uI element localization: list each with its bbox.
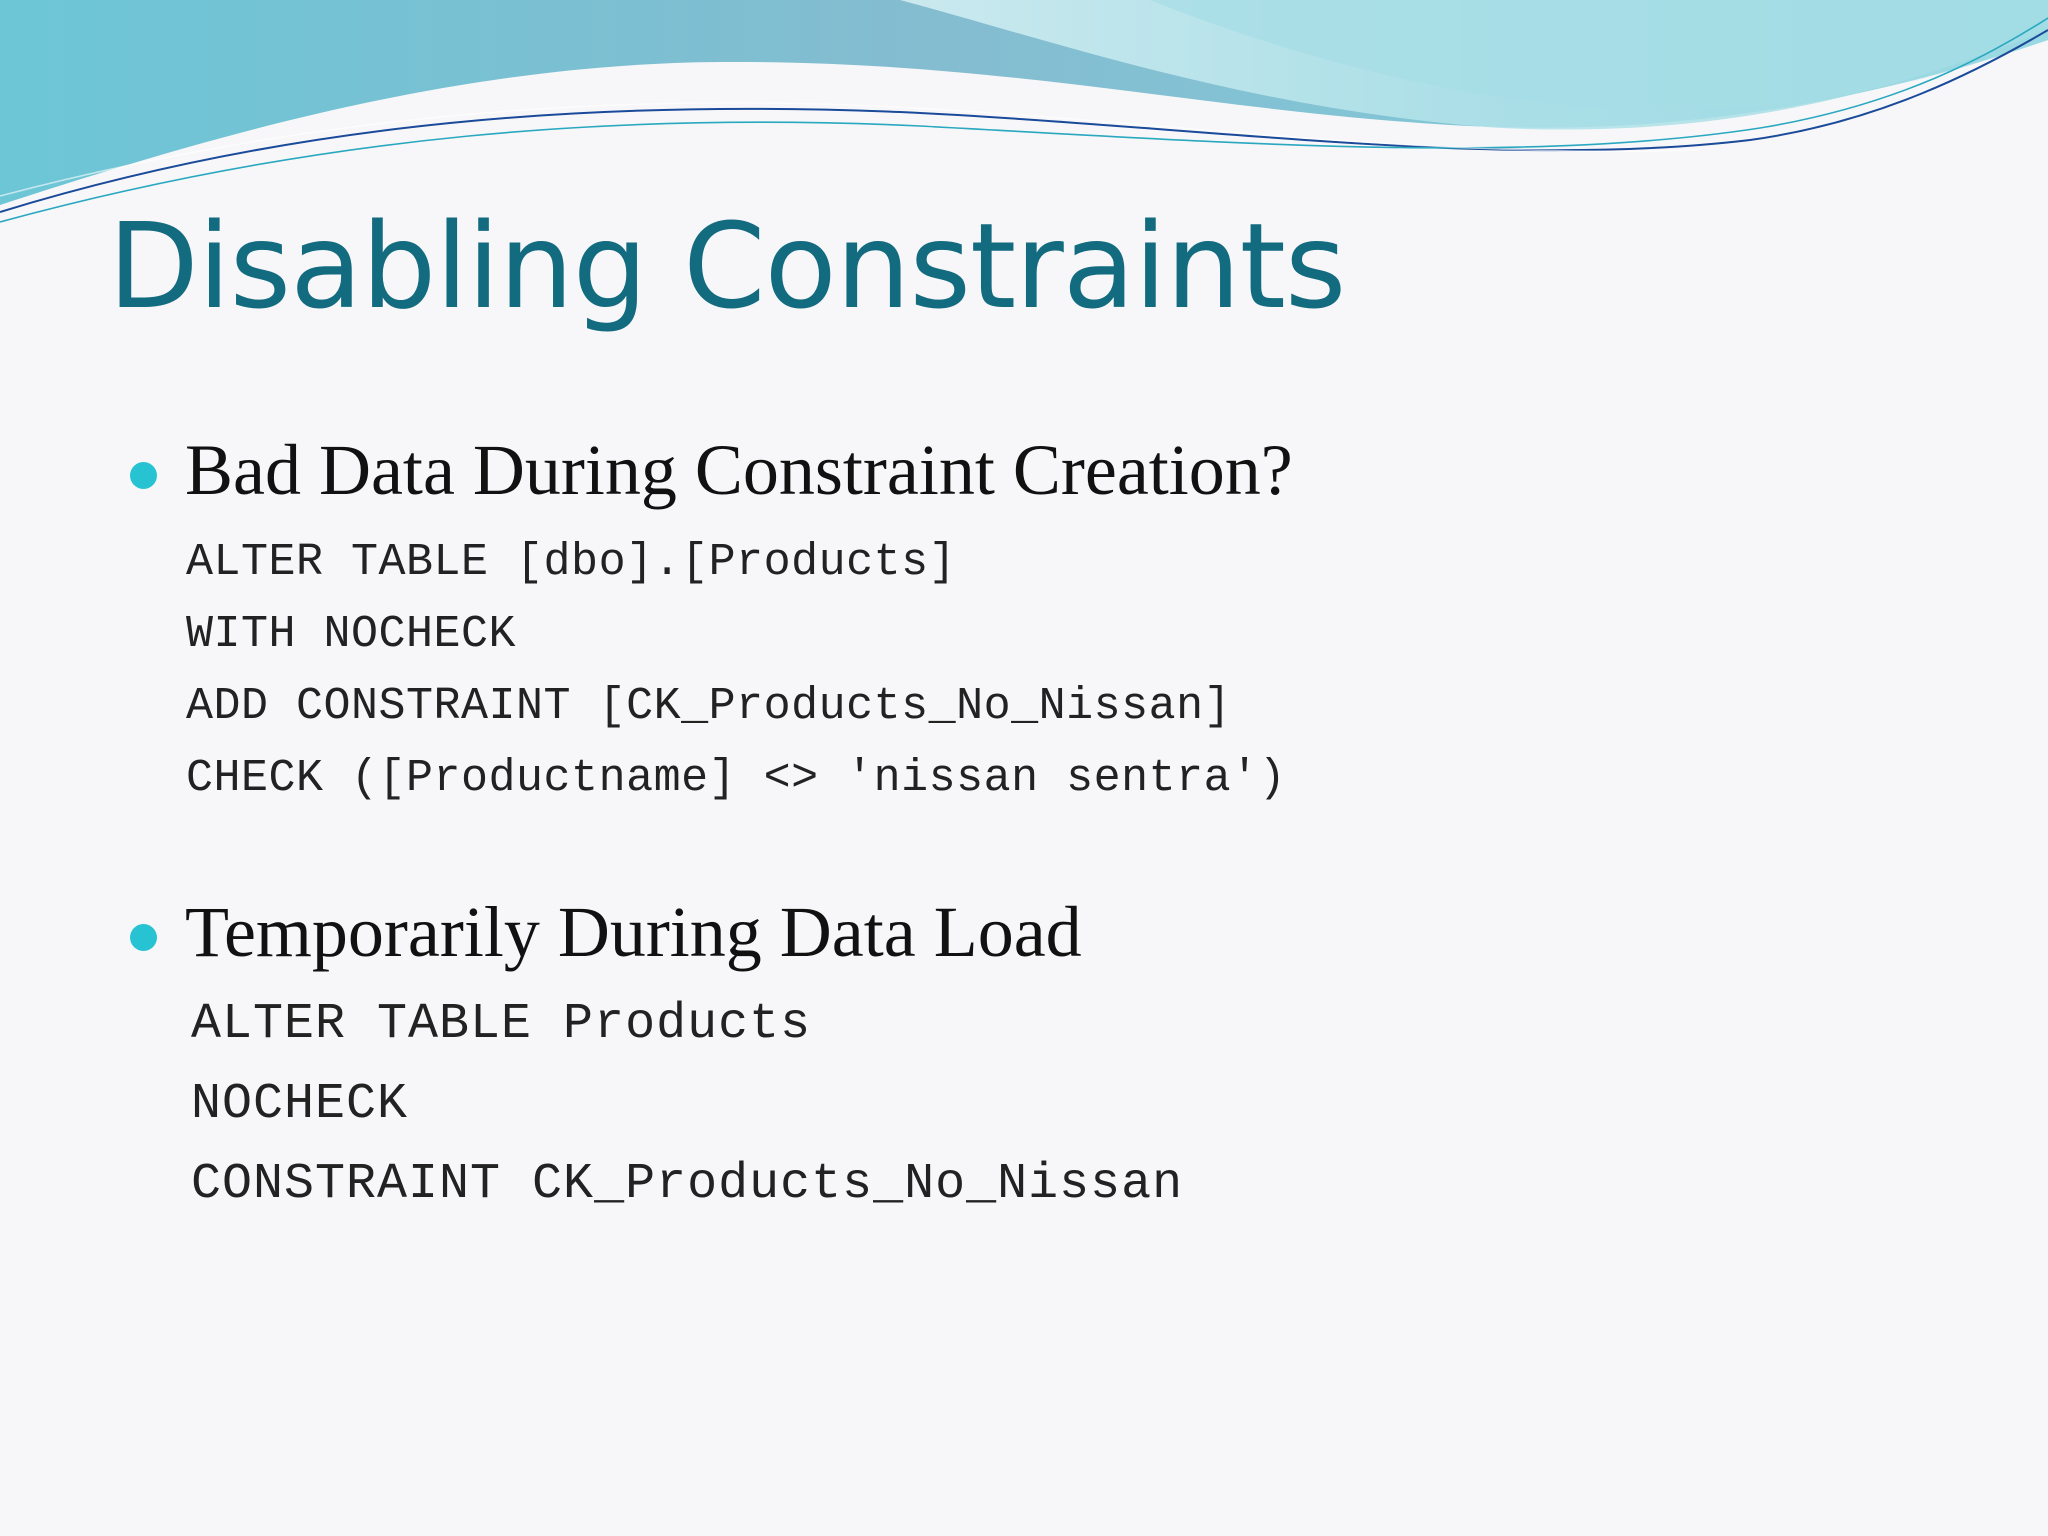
code-line: NOCHECK — [191, 1076, 409, 1133]
bullet-dot-icon — [130, 924, 157, 951]
code-block — [186, 527, 1286, 815]
slide-title: Disabling Constraints — [108, 197, 1346, 335]
code-line: ALTER TABLE [dbo].[Products] — [186, 537, 957, 588]
code-block — [191, 985, 1183, 1225]
code-line: ADD CONSTRAINT [CK_Products_No_Nissan] — [186, 681, 1232, 732]
bullet-dot-icon — [130, 462, 157, 489]
code-line: WITH NOCHECK — [186, 609, 517, 660]
code-line: ALTER TABLE Products — [191, 996, 812, 1053]
code-line: CHECK ([Productname] <> 'nissan sentra') — [186, 753, 1287, 804]
code-line: CONSTRAINT CK_Products_No_Nissan — [191, 1156, 1184, 1213]
bullet-heading: Bad Data During Constraint Creation? — [185, 430, 1293, 510]
bullet-heading: Temporarily During Data Load — [185, 892, 1082, 972]
